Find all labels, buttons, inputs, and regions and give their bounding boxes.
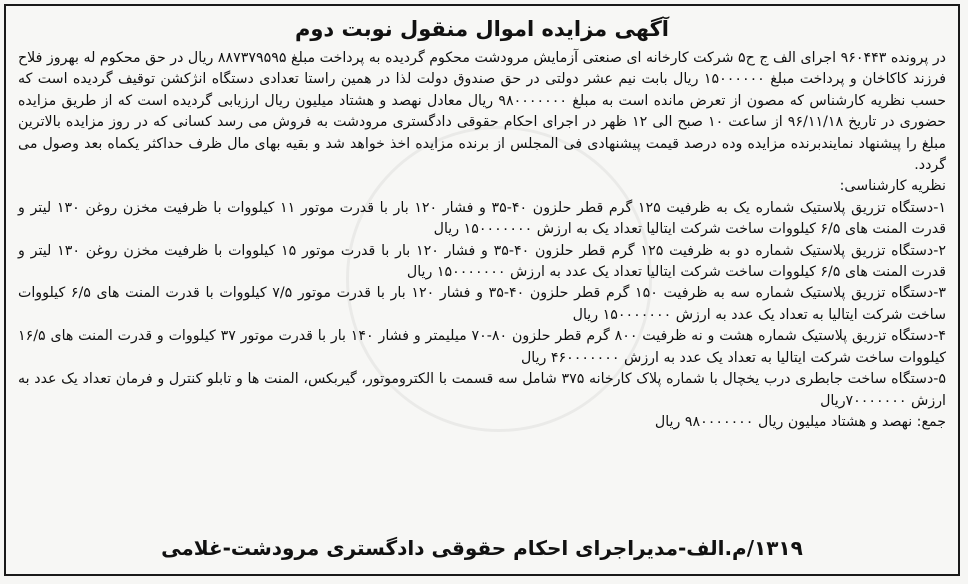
notice-paragraph: در پرونده ۹۶۰۴۴۳ اجرای الف ج ح۵ شرکت کارخانه ای صنعتی آزمایش مرودشت محکوم گردیده به پرداخت مبلغ ۸۸۷۳۷۹۵۹۵ ریال در حق محکوم له بهروز فلاح فرزند کاکاخان و پرداخت مبلغ ۱۵۰۰۰۰۰۰ ریال بابت نیم عشر دولتی در حق صندوق دولت لذا در همین راستا تعدادی دستگاه انژکشن توقیف گردیده است که حسب نظریه کارشناس که مصون از تعرض مانده است به مبلغ ۹۸۰۰۰۰۰۰۰ ریال معادل نهصد و هشتاد میلیون ریال ارزیابی گردیده است که از طریق مزایده حضوری در تاریخ ۹۶/۱۱/۱۸ از ساعت ۱۰ صبح الی ۱۲ ظهر در اجرای احکام حقوقی دادگستری مرودشت به فروش می رسد کسانی که در روز مزایده بالاترین مبلغ را پیشنهاد نمایندبرنده مزایده وده درصد قیمت پیشنهادی فی المجلس از برنده مزایده اخذ خواهد شد و بقیه بهای مال ظرف حداکثر یکماه بعد وصول می گردد. xyxy=(18,50,946,174)
auction-notice xyxy=(4,4,960,576)
item-2: ۲-دستگاه تزریق پلاستیک شماره دو به ظرفیت ۱۲۵ گرم قطر حلزون ۴۰-۳۵ و فشار ۱۲۰ بار با قدرت موتور ۱۵ کیلووات با ظرفیت مخزن روغن ۱۳۰ لیتر و قدرت المنت های ۶/۵ کیلووات ساخت شرکت ایتالیا تعداد یک عدد به ارزش ۱۵۰۰۰۰۰۰۰ ریال xyxy=(18,242,946,281)
notice-body xyxy=(6,48,958,433)
item-5: ۵-دستگاه ساخت جابطری درب یخچال با شماره پلاک کارخانه ۳۷۵ شامل سه قسمت با الکتروموتور، گیربکس، المنت ها و تابلو کنترل و فرمان تعداد یک عدد به ارزش ۷۰۰۰۰۰۰۰ریال xyxy=(18,371,947,409)
item-3: ۳-دستگاه تزریق پلاستیک شماره سه به ظرفیت ۱۵۰ گرم قطر حلزون ۴۰-۳۵ و فشار ۱۲۰ بار با قدرت موتور ۷/۵ کیلووات با قدرت المنت های ۶/۵ کیلووات ساخت شرکت ایتالیا به تعداد یک عدد به ارزش ۱۵۰۰۰۰۰۰۰ ریال xyxy=(18,285,946,323)
item-4: ۴-دستگاه تزریق پلاستیک شماره هشت و نه ظرفیت ۸۰۰ گرم قطر حلزون ۸۰-۷۰ میلیمتر و فشار ۱۴۰ بار با قدرت موتور ۳۷ کیلووات و قدرت المنت های ۱۶/۵ کیلووات ساخت شرکت ایتالیا به تعداد یک عدد به ارزش ۴۶۰۰۰۰۰۰۰ ریال xyxy=(18,328,946,366)
expert-heading: نظریه کارشناسی: xyxy=(839,178,946,195)
total-line: جمع: نهصد و هشتاد میلیون ریال ۹۸۰۰۰۰۰۰۰ ریال xyxy=(654,413,946,430)
notice-title: آگهی مزایده اموال منقول نوبت دوم xyxy=(294,17,669,41)
item-1: ۱-دستگاه تزریق پلاستیک شماره یک به ظرفیت ۱۲۵ گرم قطر حلزون ۴۰-۳۵ و فشار ۱۲۰ بار با قدرت موتور ۱۱ کیلووات با ظرفیت مخزن روغن ۱۳۰ لیتر و قدرت المنت های ۶/۵ کیلووات ساخت شرکت ایتالیا تعداد یک به ارزش ۱۵۰۰۰۰۰۰۰ ریال xyxy=(18,199,946,238)
signature-line: ۱۳۱۹/م.الف-مدیراجرای احکام حقوقی دادگستری مرودشت-غلامی xyxy=(161,536,803,560)
